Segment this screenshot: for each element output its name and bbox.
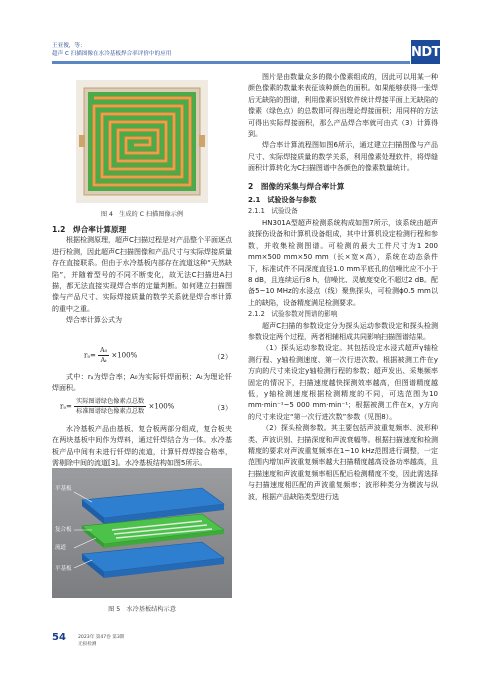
header-band [52,61,410,64]
paragraph: 图片是由数量众多的微小像素组成的，因此可以用某一种颜色像素的数量来表征该种颜色的面积。如果能够获得一张焊后无缺陷的图谱，利用像素识别软件统计焊接平面上无缺陷的像素（绿色点）的总数即可得出理论焊接面积；用同样的方法可得出实际焊接面积，那么产品焊合率就可由式（3）计算得到。 [248,73,438,139]
equation-number: （3） [213,404,232,412]
header-authors: 王亚俊，等： [52,43,86,49]
paragraph: 根据检测原理，超声C扫描过程是对产品整个平面逐点进行检测，因此超声C扫描图像和产品尺寸与实际焊接质量存在直接联系。但由于水冷基板内部存在流道这种“天然缺陷”，并随着型号的不同不断变化，故无法C扫描进A扫描，都无法直接实现焊合率的定量判断。如何建立扫描图像与产品尺寸、实际焊接质量的数学关系就是焊合率计算的重中之重。 [52,236,232,313]
figure-4-caption: 图 4 生成的 C 扫描图像示例 [100,211,184,218]
subsection-2-1-1-heading: 2.1.1 试验设备 [248,207,298,216]
label-flat-base-bottom: 平基板 [55,566,72,572]
page-number: 54 [52,632,66,643]
fraction-denominator: Aₜ [100,357,107,364]
subsection-2-1-2-heading: 2.1.2 试验参数对图谱的影响 [248,310,338,319]
journal-logo: NDT [411,40,440,64]
equation-number: （2） [213,353,232,361]
fraction-numerator: 实际图谱绿色像素点总数 [76,398,145,405]
paragraph: 焊合率计算公式为 [66,316,122,325]
formula-tail: ×100% [111,351,138,360]
formula-lhs: rₐ= [84,351,96,360]
label-flat-base-top: 平基板 [55,486,72,492]
left-column-mid [52,372,232,395]
section-2-heading: 2 图像的采集与焊合率计算 [248,181,345,191]
formula-2 [84,346,232,370]
section-1-2-heading: 1.2 焊合率计算原理 [52,225,127,234]
paragraph: 超声C扫描的参数设定分为探头运动参数设定和探头检测参数设定两个过程，两者相辅相成共同影响扫描图谱结果。 [248,321,438,341]
section-2-1-heading: 2.1 试验设备与参数 [248,196,317,205]
paragraph: 水冷基板产品由基板、复合板两部分组成，复合板夹在两块基板中间作为焊料，通过钎焊结合为一体。水冷基板产品中间有未进行钎焊的流道，计算钎焊焊接合格率，需剔除中间的流道[3]。水冷基板结构如图5所示。 [52,425,232,468]
paragraph: （2）探头检测参数。其主要包括声波重复频率、波形种类、声波识别、扫描深度和声波衰幅等。根据扫描速度和检测精度的要求对声波重复频率在1~10 kHz范围进行调整，一定范围内增加声波重复频率越大扫描精度越高设备功率越高，且扫描速度和声波重复频率相匹配后检测精度不变，因此需选择与扫描速度相匹配的声波重复频率；波形种类分为横波与纵波，根据产品缺陷类型进行选 [248,424,438,501]
formula-fraction [98,346,109,365]
fraction-numerator: A₀ [100,347,108,354]
paragraph: （1）探头运动参数设定。其包括设定水浸式超声γ轴检测行程、y轴检测速度、第一次行进次数。根据被测工件在y方向的尺寸来设定y轴检测行程的参数；超声发出、采集频率固定的情况下，扫描速度越快探测效率越高，但图谱精度越低，y轴检测速度根据检测精度的不同，可选范围为10 mm·min⁻¹~5 000 mm·min⁻¹；根据被测工件在x，y方向的尺寸来设定“第一次行进次数”参数（见图8）。 [248,344,438,421]
right-column [248,72,438,503]
fraction-denominator: 标准图谱绿色像素点总数 [76,408,145,415]
paragraph: 焊合率计算流程图如图6所示，通过建立扫描图像与产品尺寸、实际焊接质量的数学关系，利用像素处理软件，将焊缝面积计算转化为C扫描图谱中各颜色的像素数量统计。 [248,141,438,173]
c-scan-image [76,80,208,203]
left-column-bottom [52,424,232,470]
substrate-structure-figure [52,468,232,598]
issue-info: 2023年 第47卷 第3期 [78,635,125,640]
label-composite-plate: 复合板 [55,527,72,533]
paragraph: HN301A型超声检测系统构成如图7所示，该系统由超声波探伤设备和计算机设备组成，其中计算机设定检测行程和参数，并收集检测图谱。可检测的最大工件尺寸为1 200 mm×500 mm×50 mm（长×宽×高），系统在动态条件下，标准试件不同深度直径1.0 mm平底孔的信噪比应不小于8 dB，且连续运行8 h，信噪比、灵敏度变化不超过2 dB。配备5~10 MHz的水浸点（线）聚焦探头，可检测ϕ0.5 mm以上的缺陷，设备精度满足检测要求。 [248,218,438,307]
formula-tail: ×100% [148,402,175,411]
paragraph: 式中：rₐ为焊合率；A₀为实际钎焊面积；Aₜ为理论钎焊面积。 [52,373,232,393]
formula-lhs: rₐ= [60,402,72,411]
substrate-structure-image [52,468,232,598]
header-title: 超声 C 扫描图像在水冷基板焊合率评价中的应用 [52,51,172,57]
label-flow-channel: 流道 [55,545,67,551]
formula-fraction [74,397,146,416]
left-column [52,224,232,327]
formula-3 [60,397,232,421]
journal-name: 无损检测 [78,642,97,647]
figure-5-caption: 图 5 水冷基板结构示意 [108,606,176,613]
footer-info [78,634,124,648]
c-scan-image-figure [76,80,208,203]
